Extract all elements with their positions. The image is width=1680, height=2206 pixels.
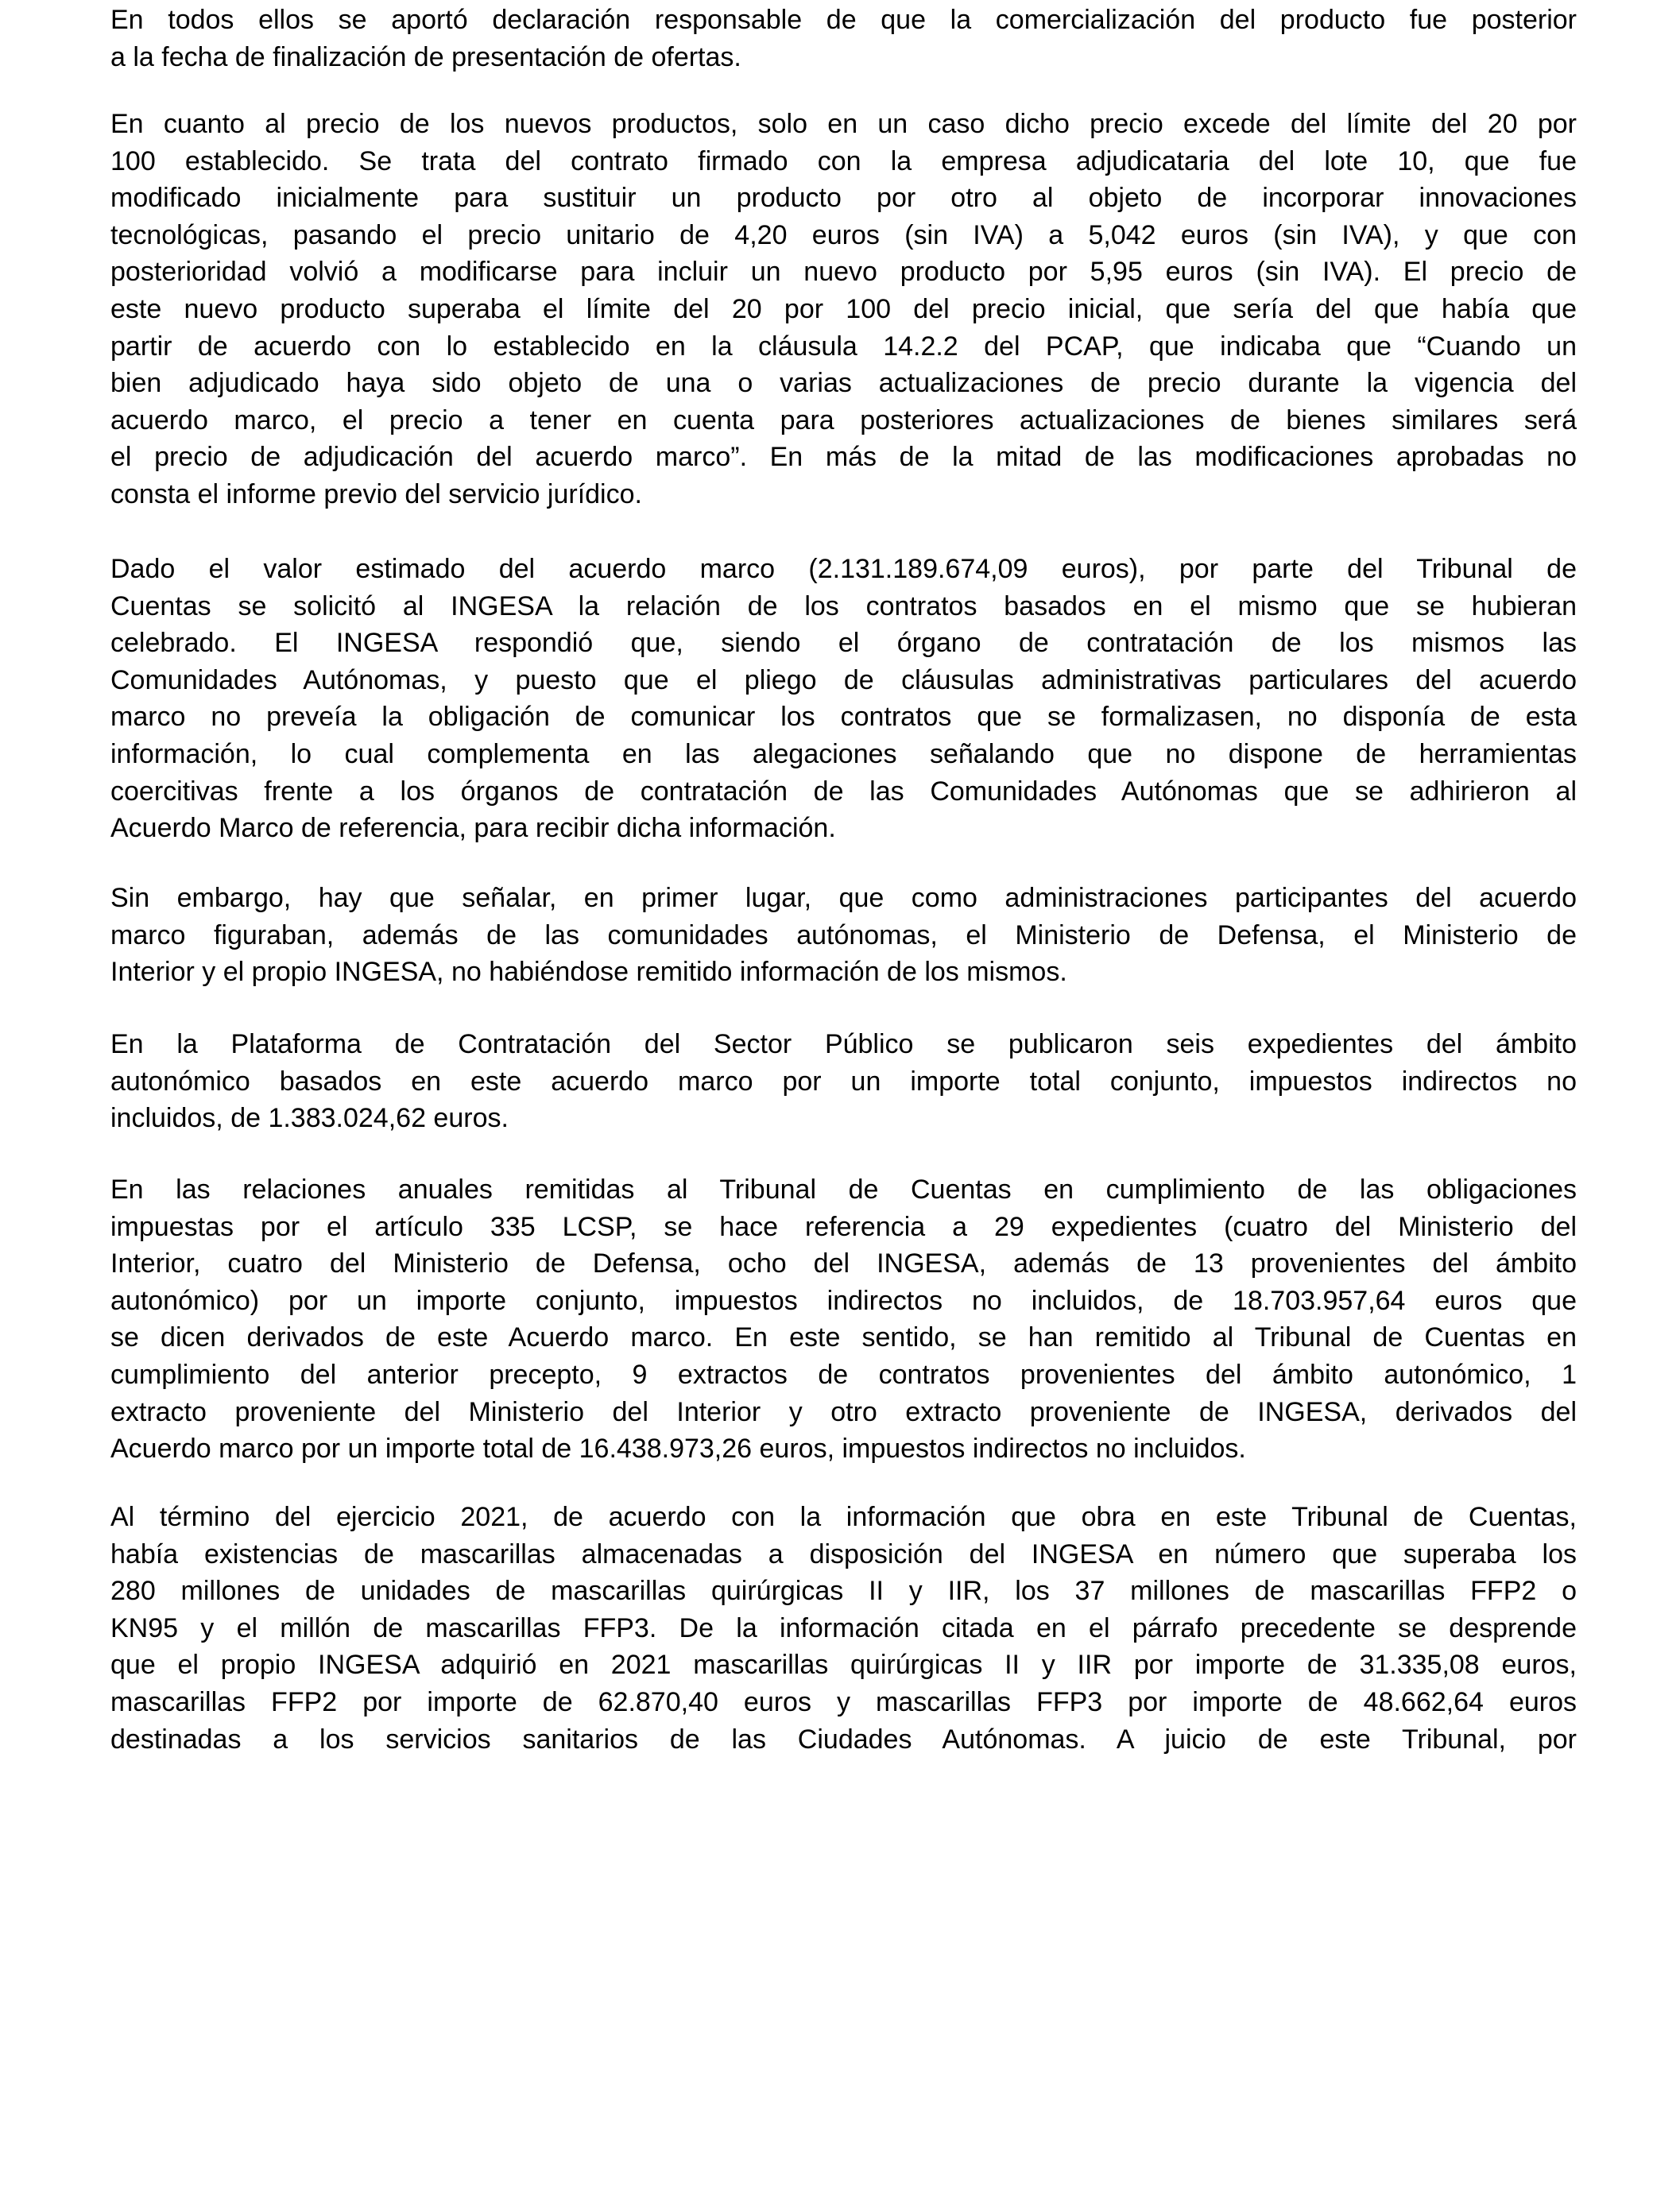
paragraph-4 [110,880,1577,991]
text-line: Acuerdo Marco de referencia, para recibir dicha información. [110,813,836,844]
text-line: modificado inicialmente para sustituir un producto por otro al objeto de incorporar innovaciones [110,183,1577,214]
text-line: celebrado. El INGESA respondió que, siendo el órgano de contratación de los mismos las [110,628,1577,659]
text-line: posterioridad volvió a modificarse para incluir un nuevo producto por 5,95 euros (sin IVA). El precio de [110,257,1577,288]
text-line: cumplimiento del anterior precepto, 9 extractos de contratos provenientes del ámbito autonómico, 1 [110,1359,1577,1390]
text-line: bien adjudicado haya sido objeto de una o varias actualizaciones de precio durante la vigencia del [110,368,1577,399]
text-line: extracto proveniente del Ministerio del Interior y otro extracto proveniente de INGESA, derivados del [110,1396,1577,1427]
text-line: Comunidades Autónomas, y puesto que el pliego de cláusulas administrativas particulares del acuerdo [110,664,1577,695]
text-line: Dado el valor estimado del acuerdo marco (2.131.189.674,09 euros), por parte del Tribunal de [110,554,1577,584]
text-line: información, lo cual complementa en las alegaciones señalando que no dispone de herramientas [110,738,1577,769]
text-line: 280 millones de unidades de mascarillas quirúrgicas II y IIR, los 37 millones de mascarillas FFP2 o [110,1576,1577,1607]
text-line: impuestas por el artículo 335 LCSP, se hace referencia a 29 expedientes (cuatro del Ministerio del [110,1211,1577,1242]
text-line: destinadas a los servicios sanitarios de las Ciudades Autónomas. A juicio de este Tribunal, por [110,1724,1577,1755]
text-line: a la fecha de finalización de presentación de ofertas. [110,41,741,72]
text-line: que el propio INGESA adquirió en 2021 mascarillas quirúrgicas II y IIR por importe de 31.335,08 euros, [110,1650,1577,1681]
paragraph-1 [110,2,1577,75]
text-line: coercitivas frente a los órganos de contratación de las Comunidades Autónomas que se adhirieron al [110,776,1577,807]
text-line: En la Plataforma de Contratación del Sector Público se publicaron seis expedientes del ámbito [110,1029,1577,1059]
text-line: incluidos, de 1.383.024,62 euros. [110,1103,509,1134]
text-line: Interior y el propio INGESA, no habiéndose remitido información de los mismos. [110,957,1067,988]
text-line: Al término del ejercicio 2021, de acuerdo con la información que obra en este Tribunal de Cuentas, [110,1502,1577,1532]
text-line: el precio de adjudicación del acuerdo marco”. En más de la mitad de las modificaciones aprobadas no [110,442,1577,473]
paragraph-2 [110,106,1577,513]
text-line: había existencias de mascarillas almacenadas a disposición del INGESA en número que superaba los [110,1538,1577,1569]
text-line: se dicen derivados de este Acuerdo marco. En este sentido, se han remitido al Tribunal de Cuentas en [110,1322,1577,1353]
text-line: partir de acuerdo con lo establecido en la cláusula 14.2.2 del PCAP, que indicaba que “Cuando un [110,331,1577,362]
text-line: tecnológicas, pasando el precio unitario de 4,20 euros (sin IVA) a 5,042 euros (sin IVA), y que con [110,219,1577,250]
text-line: En cuanto al precio de los nuevos productos, solo en un caso dicho precio excede del límite del 20 por [110,109,1577,139]
text-line: Cuentas se solicitó al INGESA la relación de los contratos basados en el mismo que se hubieran [110,590,1577,621]
paragraph-6 [110,1171,1577,1468]
text-line: En todos ellos se aportó declaración responsable de que la comercialización del producto fue posterior [110,5,1577,35]
text-line: mascarillas FFP2 por importe de 62.870,40 euros y mascarillas FFP3 por importe de 48.662,64 euros [110,1686,1577,1717]
text-line: 100 establecido. Se trata del contrato firmado con la empresa adjudicataria del lote 10, que fue [110,145,1577,176]
text-line: autonómico) por un importe conjunto, impuestos indirectos no incluidos, de 18.703.957,64 euros que [110,1285,1577,1316]
paragraph-5 [110,1026,1577,1137]
paragraph-3 [110,551,1577,847]
text-line: autonómico basados en este acuerdo marco por un importe total conjunto, impuestos indirectos no [110,1066,1577,1097]
text-line: Interior, cuatro del Ministerio de Defensa, ocho del INGESA, además de 13 provenientes del ámbito [110,1248,1577,1279]
text-line: consta el informe previo del servicio jurídico. [110,478,642,509]
paragraph-7 [110,1499,1577,1758]
text-line: Acuerdo marco por un importe total de 16.438.973,26 euros, impuestos indirectos no incluidos. [110,1434,1246,1465]
text-line: KN95 y el millón de mascarillas FFP3. De la información citada en el párrafo precedente se desprende [110,1612,1577,1643]
text-line: marco figuraban, además de las comunidades autónomas, el Ministerio de Defensa, el Ministerio de [110,919,1577,950]
text-line: marco no preveía la obligación de comunicar los contratos que se formalizasen, no disponía de esta [110,702,1577,733]
text-line: este nuevo producto superaba el límite del 20 por 100 del precio inicial, que sería del que había que [110,293,1577,324]
text-line: acuerdo marco, el precio a tener en cuenta para posteriores actualizaciones de bienes similares será [110,404,1577,435]
text-line: Sin embargo, hay que señalar, en primer lugar, que como administraciones participantes del acuerdo [110,883,1577,913]
text-line: En las relaciones anuales remitidas al Tribunal de Cuentas en cumplimiento de las obligaciones [110,1175,1577,1205]
